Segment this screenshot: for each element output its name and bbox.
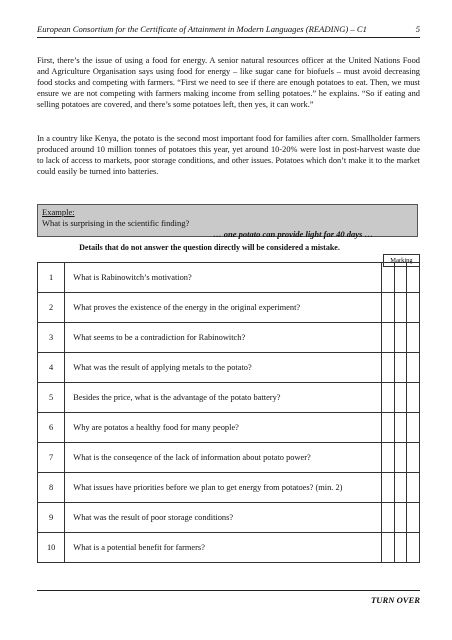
question-number: 3 xyxy=(38,323,65,353)
question-row xyxy=(38,503,420,533)
question-number: 7 xyxy=(38,443,65,473)
question-row xyxy=(38,533,420,563)
marking-cell xyxy=(382,503,395,533)
question-row xyxy=(38,293,420,323)
turn-over-label: TURN OVER xyxy=(37,590,420,605)
marking-cell xyxy=(382,413,395,443)
marking-cell xyxy=(382,353,395,383)
question-row xyxy=(38,443,420,473)
marking-cell xyxy=(394,533,407,563)
marking-cell xyxy=(407,263,420,293)
question-row xyxy=(38,353,420,383)
question-text: What is the conseqence of the lack of information about potato power? xyxy=(65,443,382,473)
example-label: Example: xyxy=(42,207,75,217)
marking-cell xyxy=(394,293,407,323)
marking-cell xyxy=(382,293,395,323)
question-number: 10 xyxy=(38,533,65,563)
question-number: 5 xyxy=(38,383,65,413)
marking-cell xyxy=(407,383,420,413)
question-text: Besides the price, what is the advantage of the potato battery? xyxy=(65,383,382,413)
marking-cell xyxy=(382,443,395,473)
question-row xyxy=(38,473,420,503)
marking-cell xyxy=(407,413,420,443)
question-number: 8 xyxy=(38,473,65,503)
example-question: What is surprising in the scientific finding? xyxy=(42,218,190,228)
marking-cell xyxy=(407,353,420,383)
question-text: What is Rabinowitch’s motivation? xyxy=(65,263,382,293)
marking-cell xyxy=(394,443,407,473)
marking-header: Marking xyxy=(383,254,420,267)
question-number: 2 xyxy=(38,293,65,323)
question-text: What was the result of applying metals to the potato? xyxy=(65,353,382,383)
question-number: 1 xyxy=(38,263,65,293)
question-row xyxy=(38,323,420,353)
instruction-text: Details that do not answer the question directly will be considered a mistake. xyxy=(79,243,340,252)
question-text: What proves the existence of the energy in the original experiment? xyxy=(65,293,382,323)
question-text: What seems to be a contradiction for Rabinowitch? xyxy=(65,323,382,353)
marking-cell xyxy=(407,503,420,533)
page-header xyxy=(37,24,420,38)
marking-cell xyxy=(407,473,420,503)
marking-cell xyxy=(394,353,407,383)
marking-cell xyxy=(382,323,395,353)
question-number: 4 xyxy=(38,353,65,383)
marking-cell xyxy=(382,263,395,293)
example-answer: … one potato can provide light for 40 days … xyxy=(213,229,373,239)
page-number: 5 xyxy=(415,24,420,34)
marking-cell xyxy=(407,293,420,323)
header-title: European Consortium for the Certificate of Attainment in Modern Languages (READING) – C1 xyxy=(37,24,367,34)
marking-cell xyxy=(407,323,420,353)
question-row xyxy=(38,383,420,413)
question-text: What was the result of poor storage conditions? xyxy=(65,503,382,533)
marking-cell xyxy=(394,323,407,353)
question-text: Why are potatos a healthy food for many people? xyxy=(65,413,382,443)
marking-cell xyxy=(382,473,395,503)
marking-cell xyxy=(394,473,407,503)
question-text: What is a potential benefit for farmers? xyxy=(65,533,382,563)
paragraph-2: In a country like Kenya, the potato is the second most important food for families after corn. Smallholder farmers produced around 10 million tonnes of potatoes this year, yet around 10-20% were lost in post-harvest waste due to lack of access to markets, poor storage conditions, and other issues. Potatoes which don’t make it to the market could easily be turned into batteries. xyxy=(37,134,420,176)
example-box xyxy=(37,204,418,237)
question-row xyxy=(38,263,420,293)
question-row xyxy=(38,413,420,443)
questions-table xyxy=(37,262,420,563)
paragraph-1: First, there’s the issue of using a food for energy. A senior natural resources officer at the United Nations Food and Agriculture Organisation says using food for energy – like sugar cane for biofuels – must avoid decreasing food stocks and competing with farmers. “First we need to see if there are enough potatoes to eat. Then, we must ensure we are not competing with farmers making income from selling potatoes.” he explains. “So if eating and selling potatoes are covered, and there’s some potatoes left, then yes, it can work.” xyxy=(37,56,420,109)
question-number: 9 xyxy=(38,503,65,533)
marking-cell xyxy=(382,383,395,413)
question-text: What issues have priorities before we plan to get energy from potatoes? (min. 2) xyxy=(65,473,382,503)
marking-cell xyxy=(407,533,420,563)
marking-cell xyxy=(394,383,407,413)
marking-cell xyxy=(394,413,407,443)
marking-cell xyxy=(407,443,420,473)
question-number: 6 xyxy=(38,413,65,443)
marking-cell xyxy=(394,503,407,533)
marking-cell xyxy=(394,263,407,293)
marking-cell xyxy=(382,533,395,563)
